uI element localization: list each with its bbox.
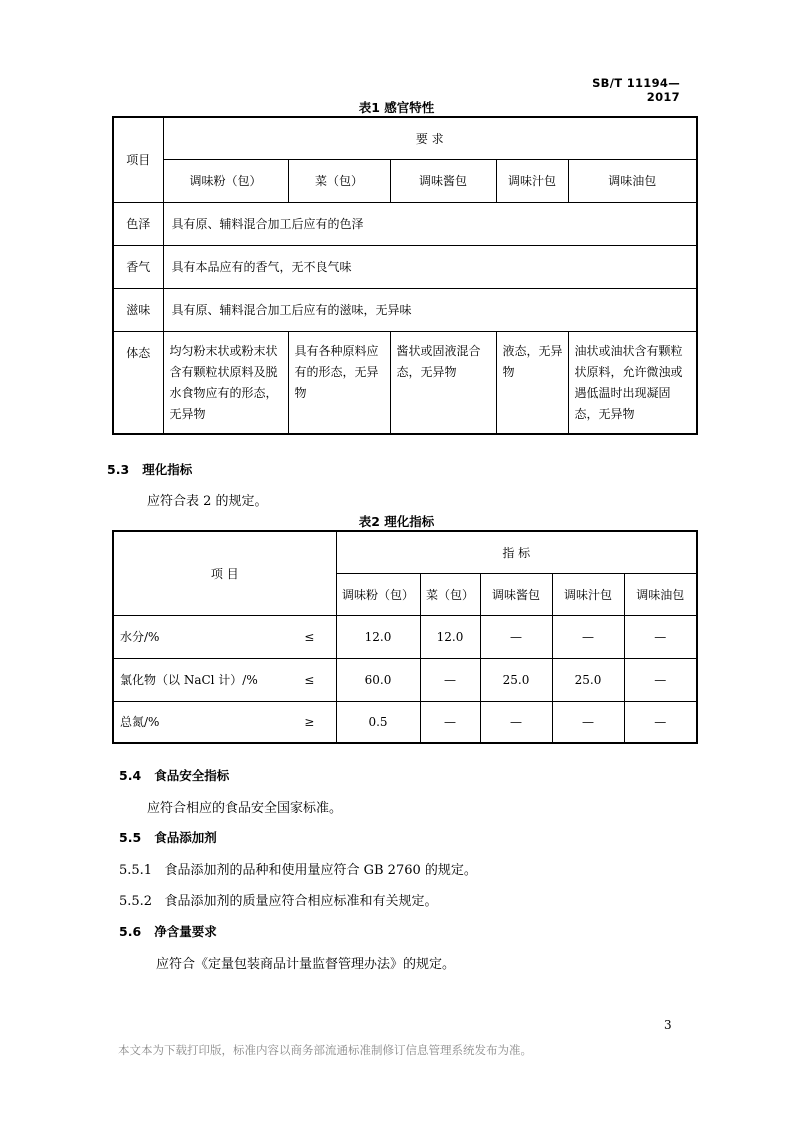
sensory-table [112,116,698,435]
section-title: 理化指标 [142,462,193,477]
subheader: 菜（包） [420,573,480,615]
value-cell: 25.0 [552,658,624,701]
section-title: 食品添加剂 [154,830,217,845]
section-5-5-1 [119,859,477,878]
subheader: 调味酱包 [480,573,552,615]
value-cell: — [420,701,480,743]
subheader: 调味汁包 [552,573,624,615]
value-cell: — [624,658,697,701]
subheader: 调味粉（包） [336,573,420,615]
form-cell: 具有各种原料应有的形态，无异物 [288,331,390,434]
section-5-5-heading [119,828,217,846]
section-5-3-text: 应符合表 2 的规定。 [147,494,268,509]
section-title: 净含量要求 [154,924,217,939]
header-requirements: 要 求 [163,117,697,159]
value-cell: — [480,615,552,658]
form-cell: 油状或油状含有颗粒状原料，允许微浊或遇低温时出现凝固态，无异物 [568,331,697,434]
physicochemical-table [112,530,698,744]
table-row [113,701,697,743]
value-cell: 0.5 [336,701,420,743]
value-cell: — [420,658,480,701]
table-row [113,658,697,701]
table-row [113,288,697,331]
row-item: 总氮/% [113,701,283,743]
value-cell: 12.0 [336,615,420,658]
table-row [113,331,697,434]
form-cell: 均匀粉末状或粉末状含有颗粒状原料及脱水食物应有的形态，无异物 [163,331,288,434]
section-number: 5.3 [107,462,130,477]
section-5-6-heading [119,922,217,940]
row-requirement: 具有原、辅料混合加工后应有的滋味，无异味 [163,288,697,331]
table1-caption: 表1 感官特性 [358,100,435,115]
subheader: 调味酱包 [390,159,496,202]
subheader: 调味汁包 [496,159,568,202]
value-cell: — [624,701,697,743]
section-text: 食品添加剂的质量应符合相应标准和有关规定。 [164,894,438,909]
table-row [113,245,697,288]
row-item: 氯化物（以 NaCl 计）/% [113,658,283,701]
section-5-6-text: 应符合《定量包装商品计量监督管理办法》的规定。 [156,957,456,972]
value-cell: — [624,615,697,658]
row-operator: ≤ [283,615,336,658]
row-item: 体态 [113,331,163,434]
section-number: 5.6 [119,924,142,939]
row-requirement: 具有本品应有的香气，无不良气味 [163,245,697,288]
value-cell: — [552,615,624,658]
value-cell: 12.0 [420,615,480,658]
section-number: 5.5.1 [119,863,153,878]
row-operator: ≤ [283,658,336,701]
section-text: 食品添加剂的品种和使用量应符合 GB 2760 的规定。 [164,863,477,878]
form-cell: 酱状或固液混合态，无异物 [390,331,496,434]
row-operator: ≥ [283,701,336,743]
row-item: 色泽 [113,202,163,245]
subheader: 调味油包 [624,573,697,615]
header-item: 项目 [113,117,163,202]
section-5-3-heading [107,460,192,478]
section-5-4-text: 应符合相应的食品安全国家标准。 [147,801,343,816]
table-row [113,202,697,245]
row-item: 香气 [113,245,163,288]
row-item: 滋味 [113,288,163,331]
row-requirement: 具有原、辅料混合加工后应有的色泽 [163,202,697,245]
subheader: 调味油包 [568,159,697,202]
footer-disclaimer: 本文本为下载打印版，标准内容以商务部流通标准制修订信息管理系统发布为准。 [118,1043,532,1057]
form-cell: 液态，无异物 [496,331,568,434]
subheader: 菜（包） [288,159,390,202]
table2-caption: 表2 理化指标 [358,514,435,529]
document-code: SB/T 11194—2017 [592,76,680,104]
section-number: 5.4 [119,768,142,783]
section-5-4-heading [119,766,229,784]
value-cell: 25.0 [480,658,552,701]
section-5-5-2 [119,890,438,909]
header-indicators: 指 标 [336,531,697,573]
section-title: 食品安全指标 [154,768,230,783]
subheader: 调味粉（包） [163,159,288,202]
value-cell: 60.0 [336,658,420,701]
value-cell: — [552,701,624,743]
value-cell: — [480,701,552,743]
section-number: 5.5.2 [119,894,153,909]
page-number: 3 [664,1018,672,1032]
section-number: 5.5 [119,830,142,845]
table-row [113,615,697,658]
row-item: 水分/% [113,615,283,658]
header-item: 项 目 [113,531,336,615]
